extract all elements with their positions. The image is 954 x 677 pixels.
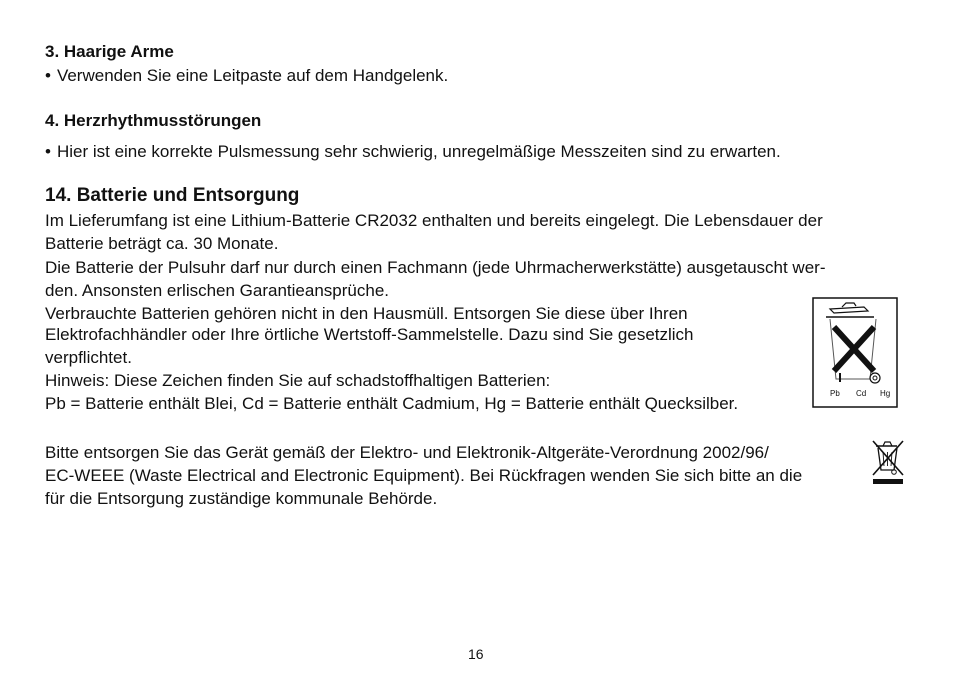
heading-battery: 14. Batterie und Entsorgung — [45, 185, 300, 206]
bullet-text: Hier ist eine korrekte Pulsmessung sehr schwierig, unregelmäßige Messzeiten sind zu erwarten. — [56, 142, 781, 161]
bullet-dot: • — [45, 142, 51, 161]
weee-line-3: für die Entsorgung zuständige kommunale Behörde. — [45, 489, 438, 508]
bullet-arrhythmia — [45, 140, 781, 163]
battery-line-7: verpflichtet. — [45, 348, 132, 367]
page-number: 16 — [468, 646, 484, 662]
weee-line-1: Bitte entsorgen Sie das Gerät gemäß der Elektro- und Elektronik-Altgeräte-Verordnung 2002/96/ — [45, 443, 769, 462]
battery-line-2: Batterie beträgt ca. 30 Monate. — [45, 234, 279, 253]
symbol-label-pb: Pb — [830, 389, 840, 398]
symbol-label-hg: Hg — [880, 389, 891, 398]
bullet-hairy-arms — [45, 64, 448, 87]
bullet-dot: • — [45, 66, 51, 85]
battery-line-1: Im Lieferumfang ist eine Lithium-Batterie CR2032 enthalten und bereits eingelegt. Die Lebensdauer der — [45, 211, 823, 230]
battery-line-8: Hinweis: Diese Zeichen finden Sie auf schadstoffhaltigen Batterien: — [45, 371, 551, 390]
crossed-out-bin-icon — [812, 297, 898, 408]
heading-hairy-arms: 3. Haarige Arme — [45, 42, 174, 61]
symbol-label-cd: Cd — [856, 389, 867, 398]
battery-line-6: Elektrofachhändler oder Ihre örtliche Wertstoff-Sammelstelle. Dazu sind Sie gesetzlich — [45, 325, 694, 344]
weee-bin-icon — [870, 437, 906, 485]
battery-line-5: Verbrauchte Batterien gehören nicht in den Hausmüll. Entsorgen Sie diese über Ihren — [45, 304, 688, 323]
weee-line-2: EC-WEEE (Waste Electrical and Electronic Equipment). Bei Rückfragen wenden Sie sich bitte an die — [45, 466, 803, 485]
battery-line-9: Pb = Batterie enthält Blei, Cd = Batterie enthält Cadmium, Hg = Batterie enthält Quecksilber. — [45, 394, 739, 413]
battery-line-3: Die Batterie der Pulsuhr darf nur durch einen Fachmann (jede Uhrmacherwerkstätte) ausgetauscht wer- — [45, 258, 826, 277]
battery-line-4: den. Ansonsten erlischen Garantieansprüche. — [45, 281, 390, 300]
heading-arrhythmia: 4. Herzrhythmusstörungen — [45, 111, 262, 130]
bullet-text: Verwenden Sie eine Leitpaste auf dem Handgelenk. — [56, 66, 449, 85]
